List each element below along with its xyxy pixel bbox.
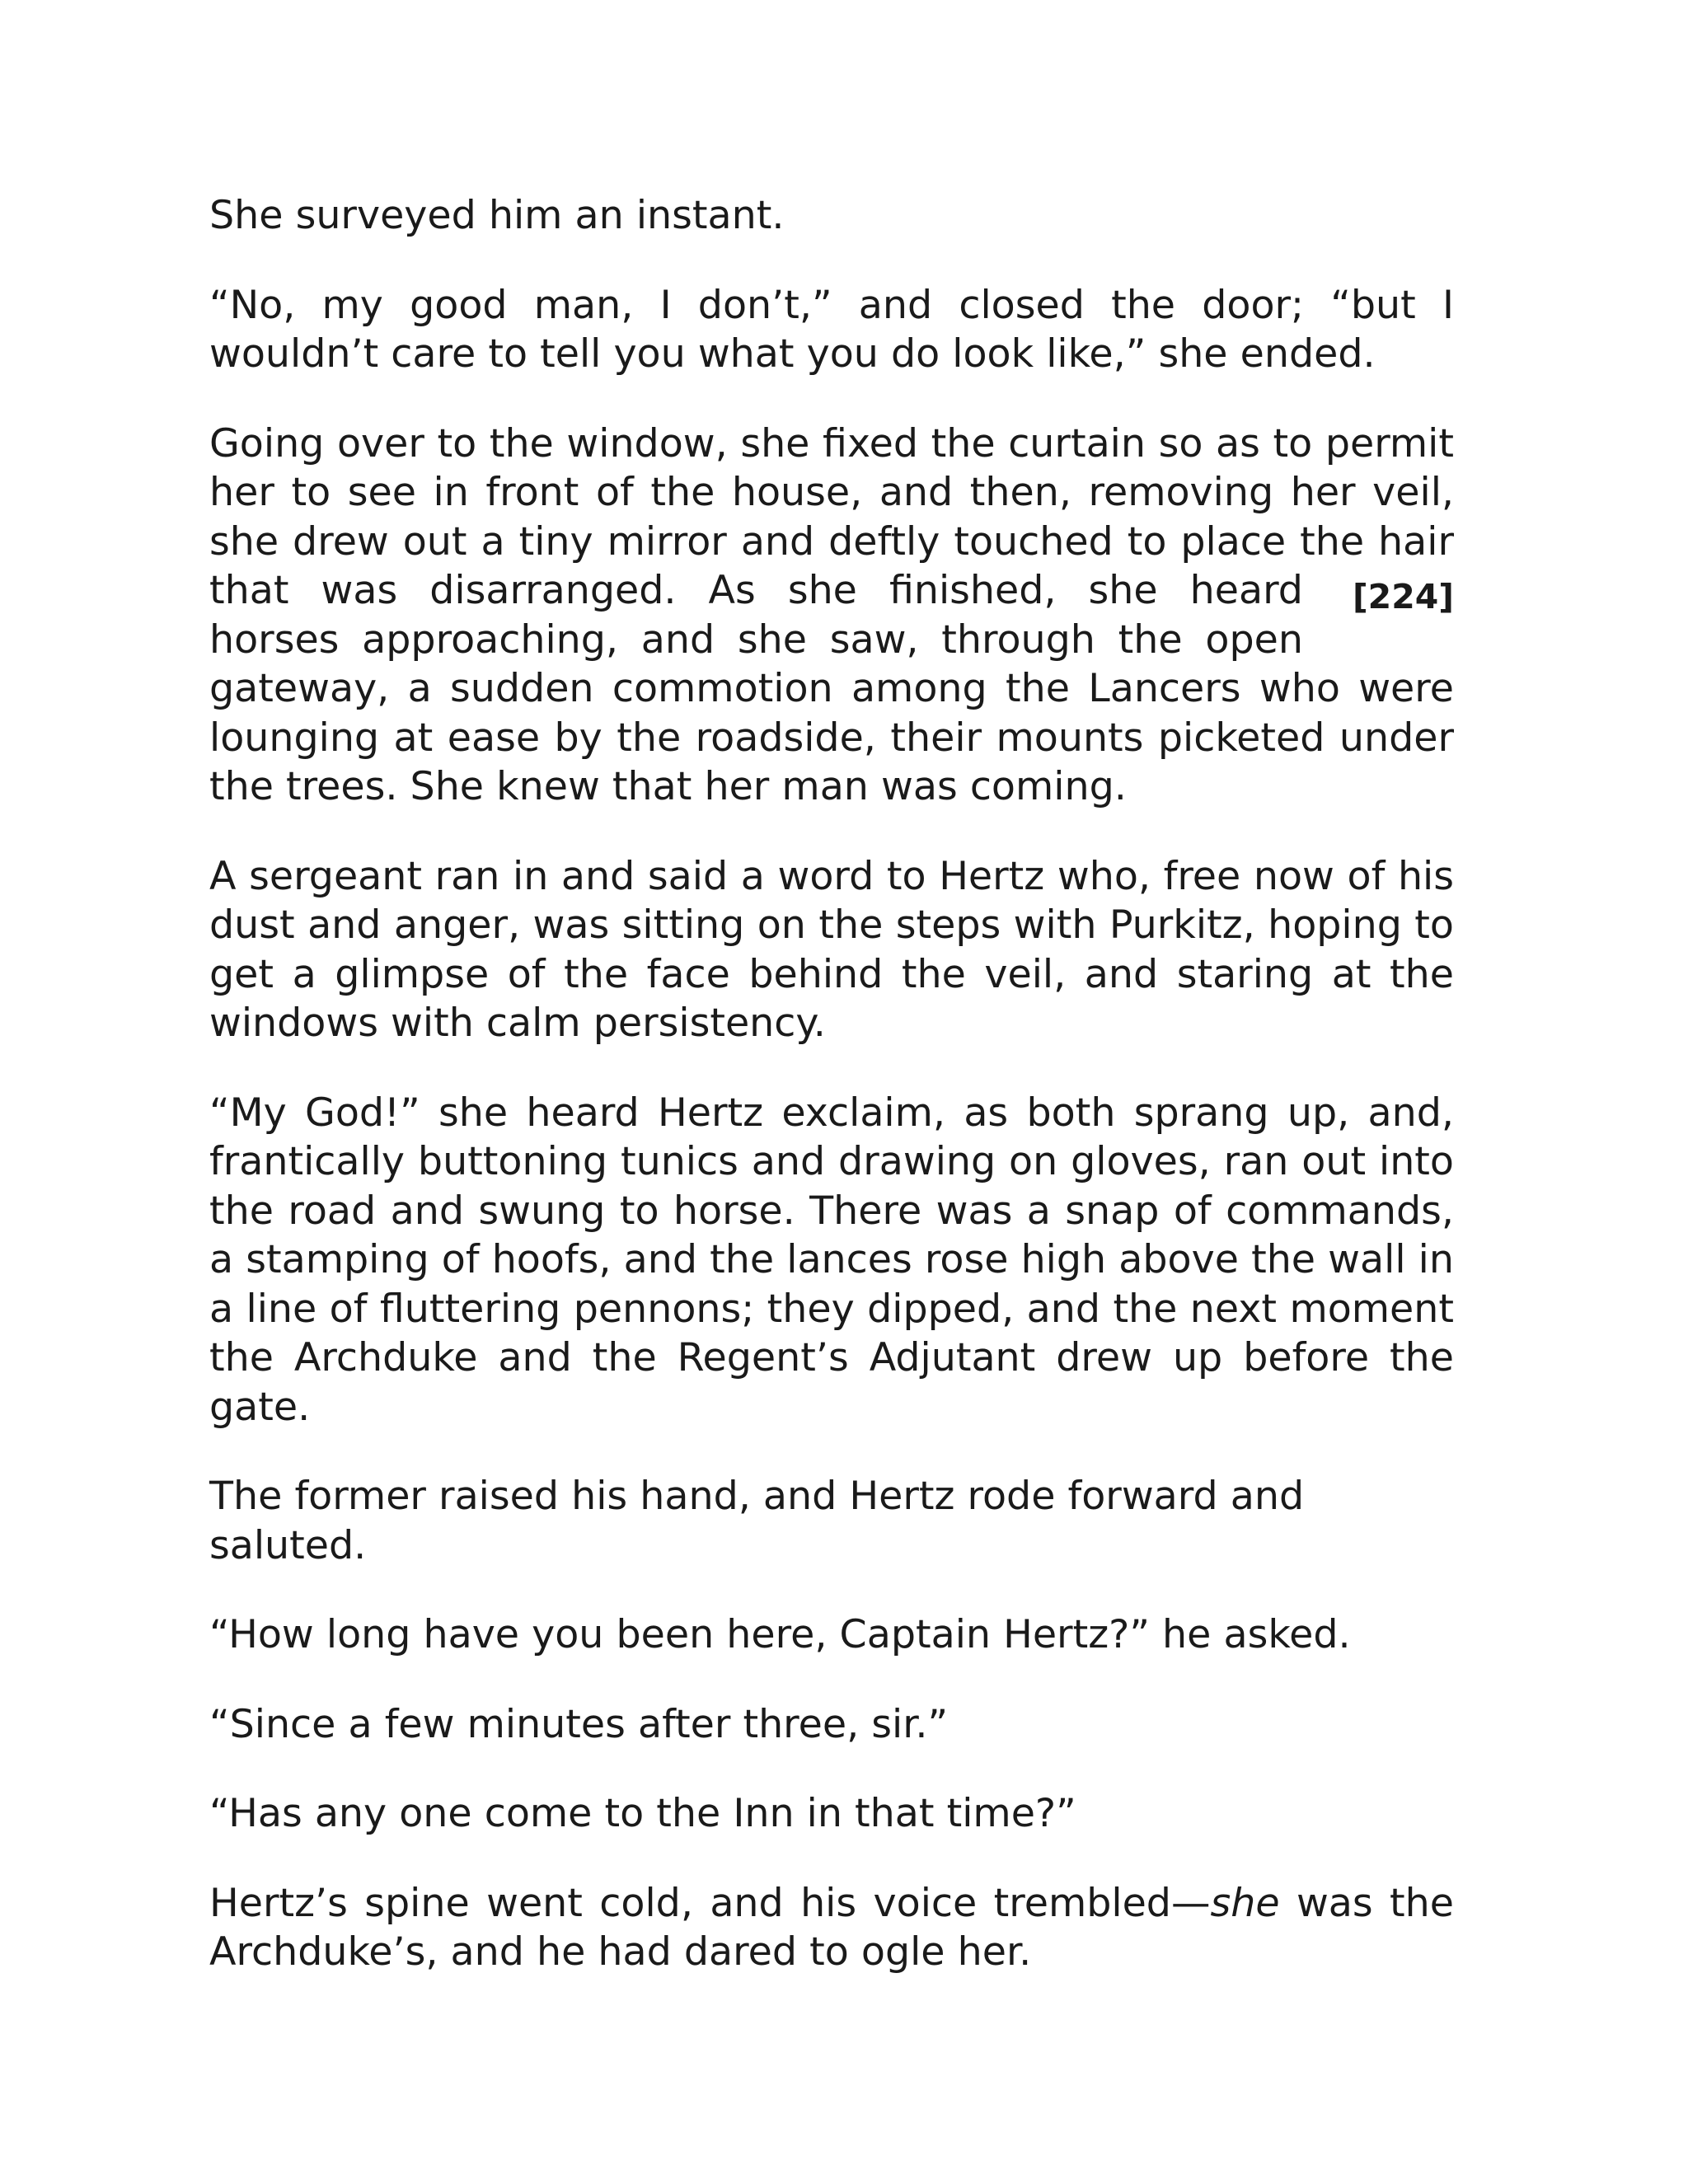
page-body	[209, 191, 1454, 2018]
paragraph-10-text-a: Hertz’s spine went cold, and his voice trembled—	[209, 1880, 1211, 1926]
paragraph-4: A sergeant ran in and said a word to Hertz who, free now of his dust and anger, was sitting on the steps with Purkitz, hoping to get a glimpse of the face behind the veil, and staring at the windows with calm persistency.	[209, 853, 1454, 1046]
paragraph-10-italic: she	[1210, 1880, 1280, 1926]
paragraph-9: “Has any one come to the Inn in that time?”	[209, 1791, 1076, 1836]
paragraph-7: “How long have you been here, Captain Hertz?” he asked.	[209, 1612, 1351, 1657]
paragraph-8: “Since a few minutes after three, sir.”	[209, 1701, 949, 1747]
paragraph-3-text-a: Going over to the window, she fixed the curtain so as to permit her to see in front of the house, and then, removing her veil, she drew out a tiny mirror and deftly touched to place the hair that	[209, 420, 1454, 613]
paragraph-10	[209, 1879, 1454, 1977]
paragraph-6: The former raised his hand, and Hertz rode forward and saluted.	[209, 1474, 1305, 1568]
page-number-marker: [224]	[1352, 577, 1454, 616]
paragraph-10-text-b: was the Archduke’s, and he had dared to ogle her.	[209, 1880, 1454, 1975]
paragraph-2: “No, my good man, I don’t,” and closed the door; “but I wouldn’t care to tell you what you do look like,” she ended.	[209, 282, 1454, 377]
paragraph-1: She surveyed him an instant.	[209, 193, 785, 238]
paragraph-5: “My God!” she heard Hertz exclaim, as both sprang up, and, frantically buttoning tunics and drawing on gloves, ran out into the road and swung to horse. There was a snap of commands, a stamping of hoofs, and the lances rose high above the wall in a line of fluttering pennons; they dipped, and the next moment the Archduke and the Regent’s Adjutant drew up before the gate.	[209, 1090, 1454, 1430]
paragraph-3-text-b: was disarranged. As she finished, she heard horses approaching, and she saw, through the open gateway, a sudden commotion among the Lancers who were lounging at ease by the roadside, their mounts picketed under the trees. She knew that her man was coming.	[209, 568, 1454, 809]
paragraph-3	[209, 419, 1454, 812]
